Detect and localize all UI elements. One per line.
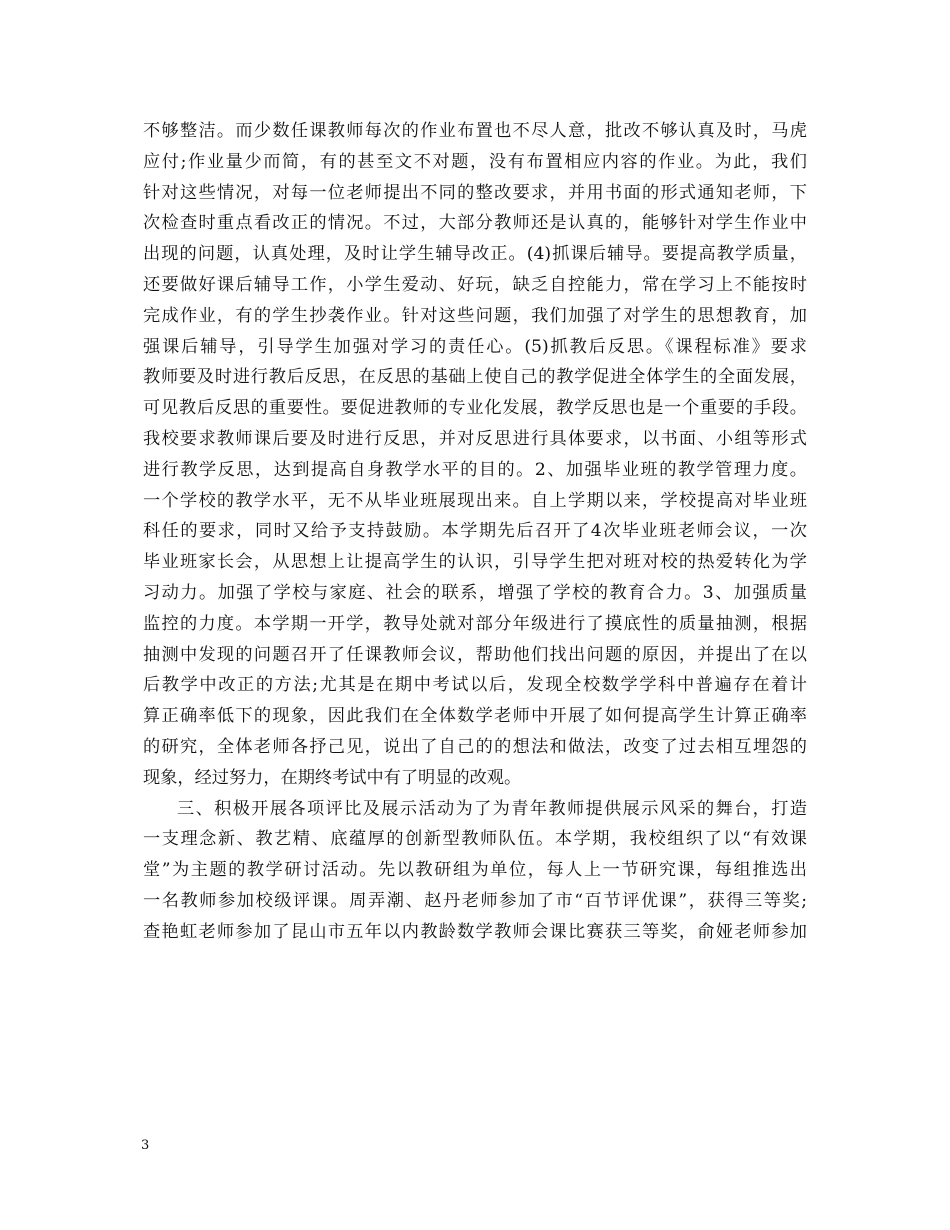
text-line: 后教学中改正的方法;尤其是在期中考试以后，发现全校数学学科中普遍存在着计	[143, 675, 807, 696]
text-line: 完成作业，有的学生抄袭作业。针对这些问题，我们加强了对学生的思想教育，加	[143, 305, 807, 326]
text-line: 可见教后反思的重要性。要促进教师的专业化发展，教学反思也是一个重要的手段。	[143, 398, 807, 419]
text-line: 一支理念新、教艺精、底蕴厚的创新型教师队伍。本学期，我校组织了以“有效课	[143, 829, 807, 850]
text-line: 出现的问题，认真处理，及时让学生辅导改正。(4)抓课后辅导。要提高教学质量，	[143, 244, 807, 265]
text-line: 的研究，全体老师各抒己见，说出了自己的的想法和做法，改变了过去相互埋怨的	[143, 736, 807, 757]
text-line: 次检查时重点看改正的情况。不过，大部分教师还是认真的，能够针对学生作业中	[143, 213, 807, 234]
page-number: 3	[141, 1138, 150, 1153]
text-line: 应付;作业量少而简，有的甚至文不对题，没有布置相应内容的作业。为此，我们	[143, 151, 807, 172]
text-line: 我校要求教师课后要及时进行反思，并对反思进行具体要求，以书面、小组等形式	[143, 428, 807, 449]
text-line: 不够整洁。而少数任课教师每次的作业布置也不尽人意，批改不够认真及时，马虎	[143, 121, 807, 141]
text-line: 监控的力度。本学期一开学，教导处就对部分年级进行了摸底性的质量抽测，根据	[143, 613, 807, 634]
section-heading-line: 三、积极开展各项评比及展示活动为了为青年教师提供展示风采的舞台，打造	[177, 798, 807, 819]
text-line: 习动力。加强了学校与家庭、社会的联系，增强了学校的教育合力。3、加强质量	[143, 582, 807, 603]
text-line: 算正确率低下的现象，因此我们在全体数学老师中开展了如何提高学生计算正确率	[143, 706, 807, 727]
text-line: 还要做好课后辅导工作，小学生爱动、好玩，缺乏自控能力，常在学习上不能按时	[143, 274, 807, 295]
paragraph-last-line: 现象，经过努力，在期终考试中有了明显的改观。	[143, 767, 522, 788]
text-line: 进行教学反思，达到提高自身教学水平的目的。2、加强毕业班的教学管理力度。	[143, 459, 807, 480]
text-line: 一个学校的教学水平，无不从毕业班展现出来。自上学期以来，学校提高对毕业班	[143, 490, 807, 511]
text-line: 查艳虹老师参加了昆山市五年以内教龄数学教师会课比赛获三等奖，俞娅老师参加	[143, 921, 807, 942]
text-line: 强课后辅导，引导学生加强对学习的责任心。(5)抓教后反思。《课程标准》要求	[143, 336, 807, 357]
body-text	[143, 116, 807, 948]
text-line: 一名教师参加校级评课。周弄潮、赵丹老师参加了市“百节评优课”，获得三等奖;	[143, 890, 807, 911]
text-line: 毕业班家长会，从思想上让提高学生的认识，引导学生把对班对校的热爱转化为学	[143, 552, 807, 573]
text-line: 堂”为主题的教学研讨活动。先以教研组为单位，每人上一节研究课，每组推选出	[143, 860, 807, 881]
text-line: 抽测中发现的问题召开了任课教师会议，帮助他们找出问题的原因，并提出了在以	[143, 644, 807, 665]
text-line: 科任的要求，同时又给予支持鼓励。本学期先后召开了4次毕业班老师会议，一次	[143, 521, 807, 542]
text-line: 针对这些情况，对每一位老师提出不同的整改要求，并用书面的形式通知老师，下	[143, 182, 807, 203]
text-line: 教师要及时进行教后反思，在反思的基础上使自己的教学促进全体学生的全面发展，	[143, 367, 807, 388]
